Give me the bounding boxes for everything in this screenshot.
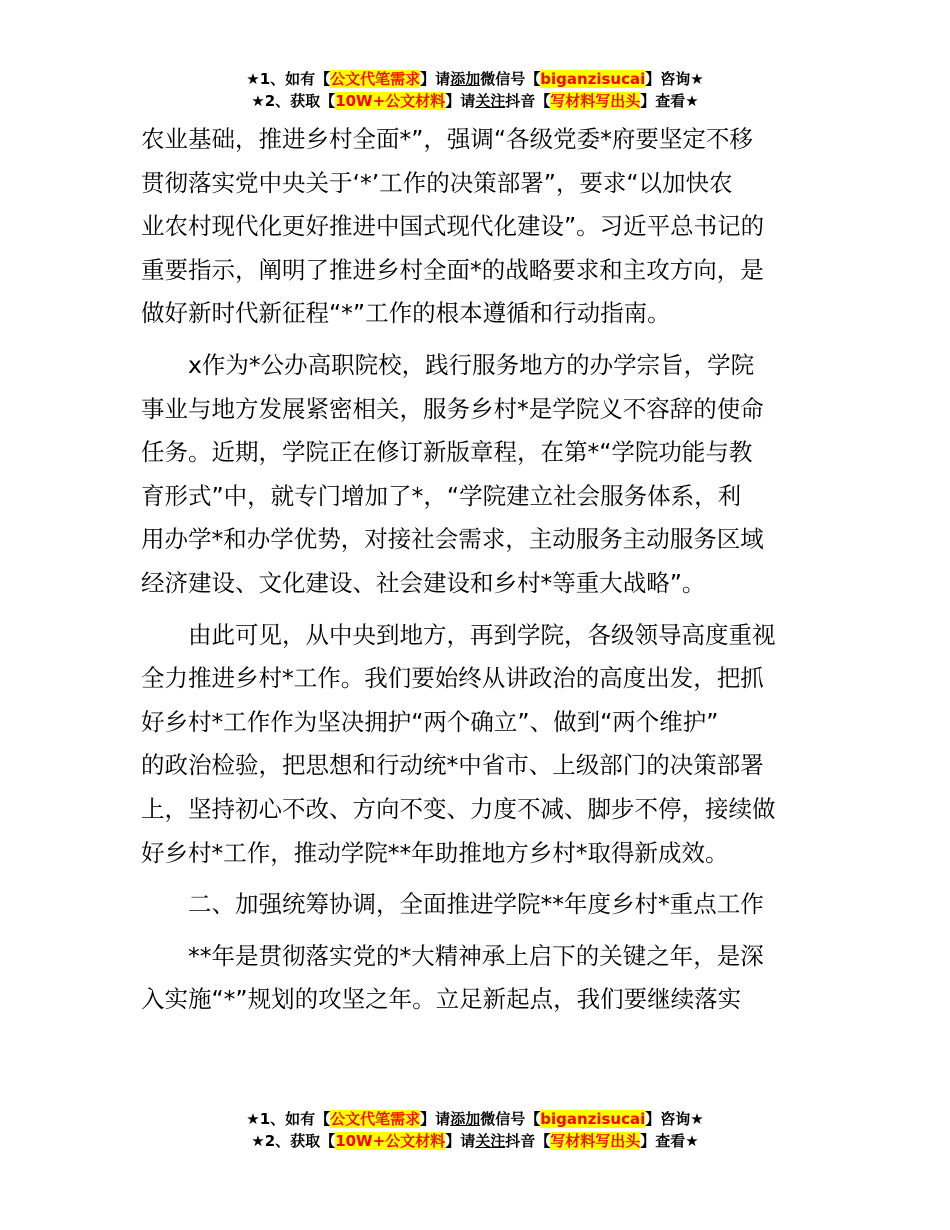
text-line: 业农村现代化更好推进中国式现代化建设”。习近平总书记的 [141,212,765,241]
banner-text: 】请 [445,92,476,110]
text-line: 贯彻落实党中央关于‘*’工作的决策部署”，要求“以加快农 [141,168,733,197]
footer-banner-line-1 [0,1108,950,1130]
banner-highlight: 10W+公文材料 [335,92,446,110]
banner-text: ★1、如有【 [246,70,331,88]
banner-text: 】查看★ [640,92,699,110]
text-line: 育形式”中，就专门增加了*，“学院建立社会服务体系，利 [141,481,742,510]
banner-text: 】请 [445,1132,476,1150]
banner-text: 】请 [420,1110,451,1128]
banner-emphasis: 关注 [475,1132,506,1150]
banner-highlight: 10W+公文材料 [335,1132,446,1150]
banner-highlight: 写材料写出头 [550,1132,641,1150]
text-line: 用办学*和办学优势，对接社会需求，主动服务主动服务区域 [141,525,764,554]
text-line: 入实施“*”规划的攻坚之年。立足新起点，我们要继续落实 [141,985,742,1014]
header-banner-line-2 [0,90,950,112]
header-banner-line-1 [0,68,950,90]
footer-banner [0,1108,950,1152]
banner-text: 微信号【 [480,70,541,88]
banner-text: 】咨询★ [645,70,704,88]
text-line: 全力推进乡村*工作。我们要始终从讲政治的高度出发，把抓 [141,664,764,693]
text-line: 重要指示，阐明了推进乡村全面*的战略要求和主攻方向，是 [141,255,764,284]
banner-text: ★2、获取【 [251,92,336,110]
banner-text: ★1、如有【 [246,1110,331,1128]
text-line: 好乡村*工作作为坚决拥护“两个确立”、做到“两个维护” [141,707,719,736]
document-body [141,118,813,1030]
text-line: 任务。近期，学院正在修订新版章程，在第*“学院功能与教 [141,438,753,467]
banner-emphasis: 关注 [475,92,506,110]
paragraph-3 [141,614,813,876]
text-line: 好乡村*工作，推动学院**年助推地方乡村*取得新成效。 [141,838,729,867]
text-line: 农业基础，推进乡村全面*”，强调“各级党委*府要坚定不移 [141,125,753,153]
paragraph-2 [141,344,813,606]
text-line: 做好新时代新征程“*”工作的根本遵循和行动指南。 [141,299,671,328]
banner-text: 】查看★ [640,1132,699,1150]
text-line: **年是贯彻落实党的*大精神承上启下的关键之年，是深 [188,941,764,970]
banner-text: 】咨询★ [645,1110,704,1128]
banner-highlight: biganzisucai [540,70,646,88]
banner-text: 抖音【 [505,1132,551,1150]
text-line: 经济建设、文化建设、社会建设和乡村*等重大战略”。 [141,568,706,597]
banner-highlight: 公文代笔需求 [330,1110,421,1128]
footer-banner-line-2 [0,1130,950,1152]
banner-text: 微信号【 [480,1110,541,1128]
banner-highlight: biganzisucai [540,1110,646,1128]
text-line: 由此可见，从中央到地方，再到学院，各级领导高度重视 [188,620,776,649]
banner-text: 】请 [420,70,451,88]
banner-highlight: 公文代笔需求 [330,70,421,88]
paragraph-5 [141,935,813,1022]
banner-emphasis: 添加 [450,1110,481,1128]
header-banner [0,68,950,112]
text-line: x作为*公办高职院校，践行服务地方的办学宗旨，学院 [188,350,755,379]
banner-highlight: 写材料写出头 [550,92,641,110]
banner-emphasis: 添加 [450,70,481,88]
text-line: 的政治检验，把思想和行动统*中省市、上级部门的决策部署 [141,751,764,780]
text-line: 上，坚持初心不改、方向不变、力度不减、脚步不停，接续做 [141,794,776,823]
text-line: 事业与地方发展紧密相关，服务乡村*是学院义不容辞的使命 [141,394,764,423]
heading-line: 二、加强统筹协调，全面推进学院**年度乡村*重点工作 [188,890,764,919]
banner-text: 抖音【 [505,92,551,110]
section-heading-2 [141,883,813,927]
paragraph-1 [141,118,813,336]
banner-text: ★2、获取【 [251,1132,336,1150]
